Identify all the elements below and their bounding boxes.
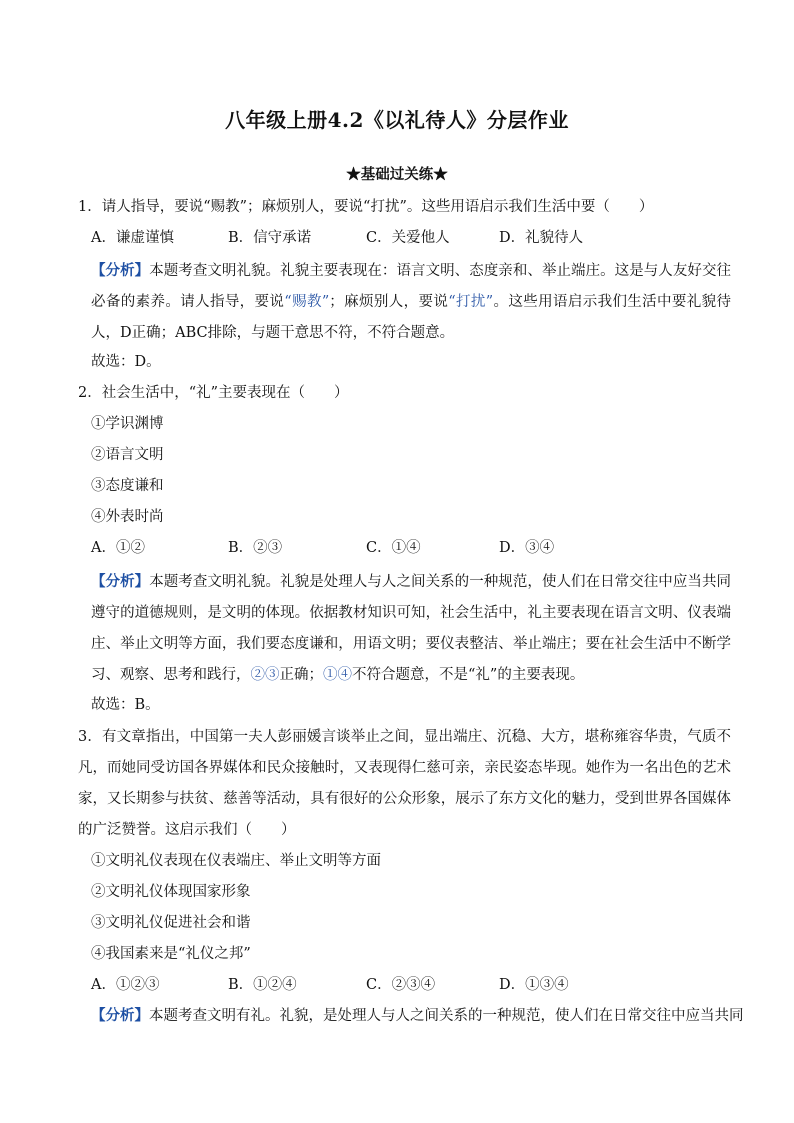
q3-analysis-text: 本题考查文明有礼。礼貌，是处理人与人之间关系的一种规范，使人们在日常交往中应当共同 bbox=[149, 1008, 744, 1024]
q3-option-c: C．②③④ bbox=[366, 977, 436, 993]
q3-option-a: A．①②③ bbox=[91, 977, 160, 993]
q2-analysis-part-c: 不符合题意，不是“礼”的主要表现。 bbox=[352, 667, 585, 683]
q3-item-3: ③文明礼仪促进社会和谐 bbox=[91, 915, 251, 931]
q2-item-3: ③态度谦和 bbox=[91, 478, 164, 494]
section-heading: ★基础过关练★ bbox=[346, 166, 448, 183]
q1-analysis-part-a: 本题考查文明礼貌。礼貌主要表现在：语言文明、态度亲和、举止端庄。这是与人友好交往必备的素养。请人指导，要说 bbox=[91, 263, 731, 310]
question-2-analysis bbox=[91, 566, 731, 691]
question-1-stem: 1．请人指导，要说“赐教”；麻烦别人，要说“打扰”。这些用语启示我们生活中要（ ） bbox=[78, 199, 654, 215]
q3-item-4: ④我国素来是“礼仪之邦” bbox=[91, 946, 251, 962]
q2-option-c: C．①④ bbox=[366, 540, 421, 556]
question-1-answer: 故选：D。 bbox=[91, 354, 161, 370]
q1-quote-darao: “打扰” bbox=[448, 294, 494, 310]
q2-item-2: ②语言文明 bbox=[91, 447, 164, 463]
analysis-tag: 【分析】 bbox=[91, 1007, 149, 1024]
q2-option-a: A．①② bbox=[91, 540, 145, 556]
analysis-tag: 【分析】 bbox=[91, 573, 150, 590]
question-2-options bbox=[91, 538, 731, 558]
q2-item-1: ①学识渊博 bbox=[91, 416, 164, 432]
q2-analysis-part-b: 正确； bbox=[279, 667, 323, 683]
question-3-analysis bbox=[91, 1006, 744, 1026]
analysis-tag: 【分析】 bbox=[91, 262, 150, 279]
q2-wrong-items: ①④ bbox=[323, 667, 352, 683]
q2-option-d: D．③④ bbox=[499, 540, 555, 556]
q2-option-b: B．②③ bbox=[228, 540, 283, 556]
q1-quote-cijiao: “赐教” bbox=[284, 294, 330, 310]
document-title: 八年级上册4.2《以礼待人》分层作业 bbox=[225, 108, 569, 132]
question-1-analysis bbox=[91, 255, 731, 349]
q1-option-b: B．信守承诺 bbox=[228, 230, 312, 246]
question-2-answer: 故选：B。 bbox=[91, 697, 160, 713]
q2-item-4: ④外表时尚 bbox=[91, 509, 164, 525]
q2-analysis-part-a: 本题考查文明礼貌。礼貌是处理人与人之间关系的一种规范，使人们在日常交往中应当共同遵守的道德规则，是文明的体现。依据教材知识可知，社会生活中，礼主要表现在语言文明、仪表端庄、举止文明等方面，我们要态度谦和，用语文明；要仪表整洁、举止端庄；要在社会生活中不断学习、观察、思考和践行， bbox=[91, 574, 731, 683]
q1-option-a: A．谦虚谨慎 bbox=[91, 230, 174, 246]
q2-correct-items: ②③ bbox=[250, 667, 280, 683]
q1-analysis-part-b: ；麻烦别人，要说 bbox=[329, 294, 449, 310]
q1-option-d: D．礼貌待人 bbox=[499, 230, 584, 246]
q1-analysis-part-c: 。这些用语启示我们生活中要礼貌待人，D正确；ABC排除，与题干意思不符，不符合题意。 bbox=[91, 294, 732, 341]
q3-item-2: ②文明礼仪体现国家形象 bbox=[91, 884, 251, 900]
q1-option-c: C．关爱他人 bbox=[366, 230, 450, 246]
question-3-stem: 3．有文章指出，中国第一夫人彭丽媛言谈举止之间，显出端庄、沉稳、大方，堪称雍容华贵，气质不凡，而她同受访国各界媒体和民众接触时，又表现得仁慈可亲，亲民姿态毕现。她作为一名出色的艺术家，又长期参与扶贫、慈善等活动，具有很好的公众形象，展示了东方文化的魅力，受到世界各国媒体的广泛赞誉。这启示我们（ ） bbox=[78, 729, 731, 838]
q3-option-d: D．①③④ bbox=[499, 977, 569, 993]
question-2-stem: 2．社会生活中，“礼”主要表现在（ ） bbox=[78, 385, 349, 401]
q3-option-b: B．①②④ bbox=[228, 977, 297, 993]
q3-item-1: ①文明礼仪表现在仪表端庄、举止文明等方面 bbox=[91, 853, 381, 869]
question-3-options bbox=[91, 975, 731, 995]
question-1-options bbox=[91, 228, 731, 248]
